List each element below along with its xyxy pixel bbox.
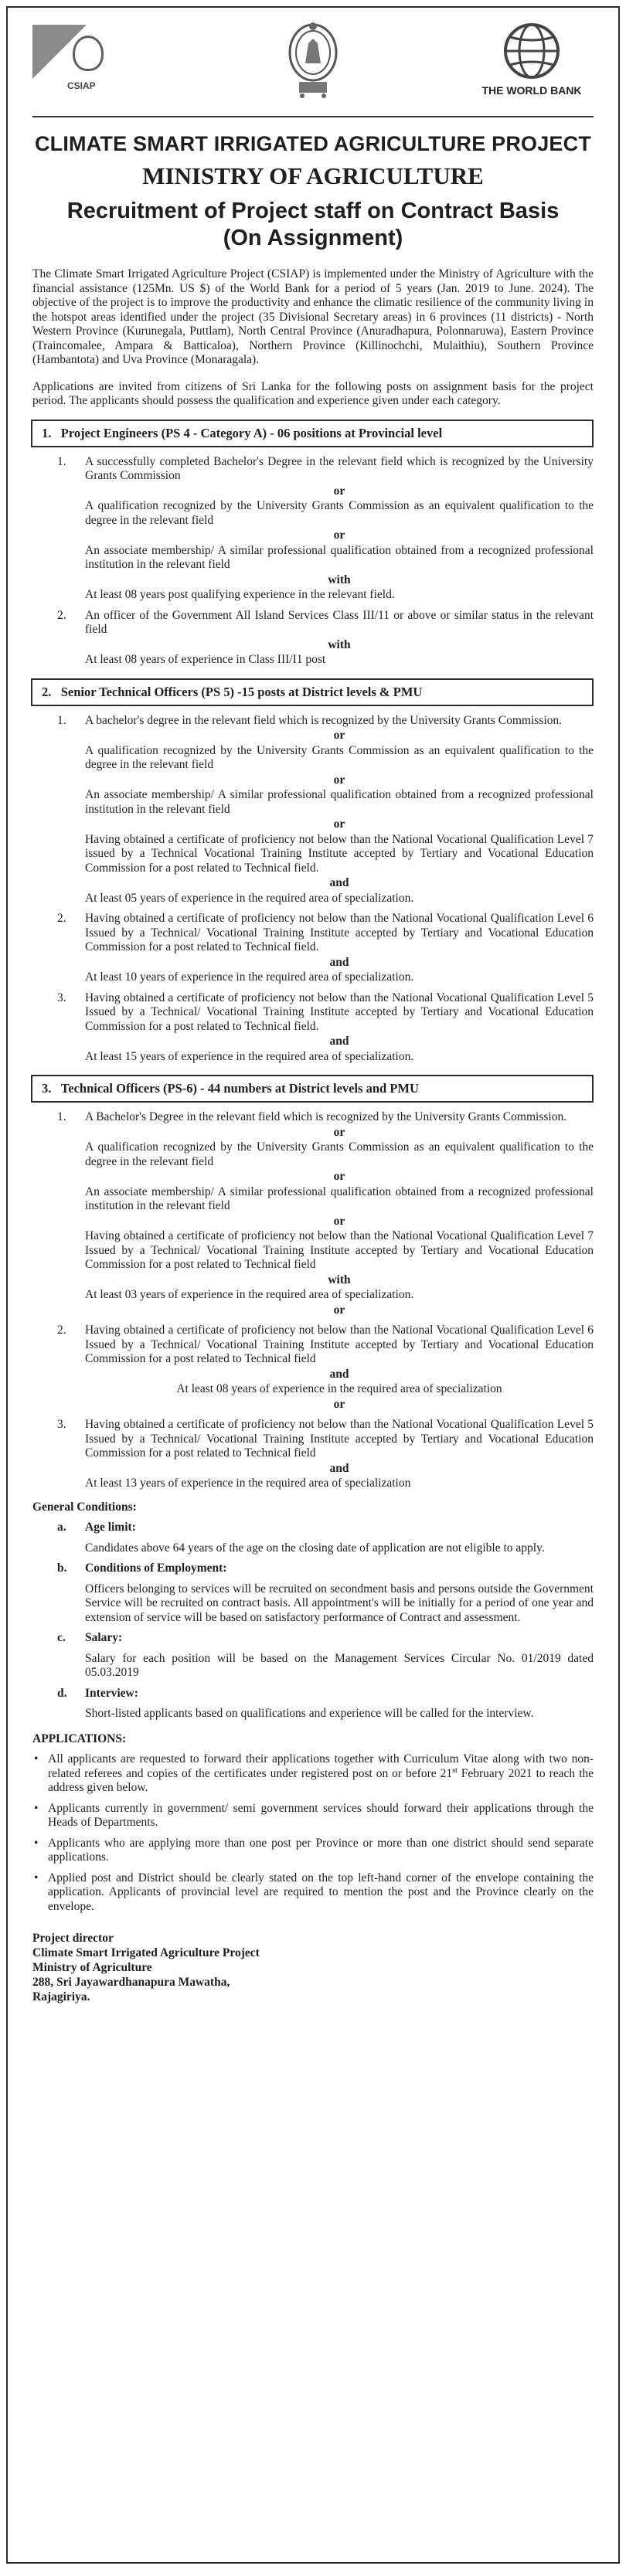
condition-heading: Interview:	[85, 1686, 138, 1700]
item-number: 2.	[57, 912, 66, 925]
qualification-text: A qualification recognized by the University Grants Commission as an equivalent qualification to the degree in the relevant field	[85, 499, 594, 527]
csiap-logo	[32, 25, 110, 99]
item-number: 1.	[57, 1110, 66, 1123]
globe-icon	[470, 22, 594, 82]
condition-heading: Conditions of Employment:	[85, 1562, 227, 1575]
applications-title: APPLICATIONS:	[32, 1731, 127, 1745]
connector-with: with	[328, 637, 351, 651]
project-title: CLIMATE SMART IRRIGATED AGRICULTURE PROJECT	[34, 132, 592, 155]
connector-or: or	[333, 773, 345, 787]
list-item	[32, 1871, 594, 1915]
address-line: Ministry of Agriculture	[32, 1961, 152, 1974]
recruitment-title-line2: (On Assignment)	[223, 226, 403, 250]
connector-or: or	[333, 1170, 345, 1183]
intro-paragraph: The Climate Smart Irrigated Agriculture Project (CSIAP) is implemented under the Ministry of Agriculture with the financial assistance (125Mn. US $) of the World Bank for a period of 5 years (Jan. 2019 to June. 2024). The objective of the project is to improve the productivity and enhance the climatic resilience of the community living in the hotspot areas identified under the project (35 Divisional Secretary areas) in 6 provinces (11 districts) - North Western Province (Kurunegala, Puttlam), North Central Province (Anuradhapura, Polonnaruwa), Eastern Province (Traincomalee, Ampara & Batticaloa), Northern Province (Killinochchi, Mulaithiu), Southern Province (Hambantota) and Uva Province (Monaragala).	[32, 267, 594, 366]
item-number: 1.	[57, 454, 66, 468]
list-item	[32, 1752, 594, 1796]
advertisement-content	[32, 8, 594, 2004]
address-line: Rajagiriya.	[32, 1990, 90, 2003]
list-item	[32, 1802, 594, 1830]
connector-or: or	[333, 817, 345, 831]
recruitment-title	[32, 198, 594, 252]
connector-with: with	[328, 573, 351, 586]
qualification-text: A qualification recognized by the University Grants Commission as an equivalent qualification to the degree in the relevant field	[85, 1140, 594, 1168]
qualification-text: Having obtained a certificate of proficiency not below than the National Vocational Qualification Level 7 issued by a Technical Vocational Training Institute accepted by Tertiary and Vocational Education Commission for a post related to Technical field.	[85, 832, 594, 875]
connector-with: with	[328, 1273, 351, 1286]
qualification-text: Having obtained a certificate of proficiency not below than the National Vocational Qualification Level 7 Issued by a Technical/ Vocational Training Institute accepted by Tertiary and Vocational Education Commission for a post related to Technical field	[85, 1229, 594, 1271]
sri-lanka-emblem-icon	[285, 15, 341, 99]
ordinal-suffix: st	[452, 1765, 458, 1775]
experience-text: At least 10 years of experience in the required area of specialization.	[85, 970, 414, 984]
connector-or: or	[333, 484, 345, 498]
connector-or: or	[333, 1125, 345, 1139]
list-item	[32, 455, 594, 603]
experience-text: At least 08 years post qualifying experience in the relevant field.	[85, 588, 395, 601]
world-bank-logo	[470, 22, 594, 99]
logo-row	[32, 8, 594, 100]
address-line: 288, Sri Jayawardhanapura Mawatha,	[32, 1976, 230, 1989]
list-item	[32, 1418, 594, 1491]
application-text: Applied post and District should be clearly stated on the top left-hand corner of the envelope containing the application. Applicants of provincial level are required to mention the post and the Province clearly on the envelope.	[48, 1871, 594, 1913]
section-project-engineers-heading: 1. Project Engineers (PS 4 - Category A) - 06 positions at Provincial level	[31, 420, 594, 447]
qualification-text: Having obtained a certificate of proficiency not below than the National Vocational Qualification Level 5 Issued by a Technical/ Vocational Training Institute accepted by Tertiary and Vocational Education Commission for a post related to Technical field	[85, 1418, 594, 1460]
condition-heading: Salary:	[85, 1631, 123, 1644]
csiap-emblem-icon	[73, 36, 104, 71]
qualification-text: An associate membership/ A similar professional qualification obtained from a recognized professional institution in the relevant field	[85, 1184, 594, 1212]
experience-text: At least 13 years of experience in the required area of specialization	[85, 1477, 411, 1490]
qualification-text: An officer of the Government All Island Services Class III/11 or above or similar status in the relevant field	[85, 608, 594, 636]
connector-and: and	[329, 1461, 349, 1475]
connector-and: and	[329, 1367, 349, 1381]
connector-and: and	[329, 955, 349, 969]
qualification-text: A successfully completed Bachelor's Degree in the relevant field which is recognized by the University Grants Commission	[85, 454, 594, 482]
invitation-paragraph: Applications are invited from citizens of Sri Lanka for the following posts on assignment basis for the project period. The applicants should possess the qualification and experience given under each category.	[32, 379, 594, 407]
item-number: 3.	[57, 991, 66, 1004]
general-conditions-title: General Conditions:	[32, 1500, 137, 1514]
list-item	[32, 714, 594, 906]
item-number: 1.	[57, 713, 66, 727]
section-senior-technical-officers-list	[32, 714, 594, 1065]
list-item	[32, 912, 594, 985]
bullet-icon: •	[34, 1836, 39, 1850]
application-text: Applicants currently in government/ semi government services should forward their applications through the Heads of Departments.	[48, 1801, 594, 1829]
section-project-engineers-list	[32, 455, 594, 668]
experience-text: At least 08 years of experience in the required area of specialization	[176, 1382, 502, 1395]
ministry-title: MINISTRY OF AGRICULTURE	[142, 162, 484, 189]
experience-text: At least 03 years of experience in the required area of specialization.	[85, 1288, 414, 1301]
qualification-text: Having obtained a certificate of proficiency not below than the National Vocational Qualification Level 6 Issued by a Technical/ Vocational Training Institute accepted by Tertiary and Vocational Education Commission for a post related to Technical field	[85, 1324, 594, 1365]
applications-list	[32, 1752, 594, 1914]
world-bank-label: THE WORLD BANK	[481, 84, 582, 97]
qualification-text: An associate membership/ A similar professional qualification obtained from a recognized professional institution in the relevant field	[85, 543, 594, 571]
csiap-logo-label: CSIAP	[67, 80, 96, 91]
bullet-icon: •	[34, 1871, 39, 1884]
section-technical-officers-list	[32, 1110, 594, 1491]
connector-or: or	[333, 729, 345, 742]
header-divider	[32, 116, 594, 117]
list-item	[32, 1837, 594, 1865]
list-item	[32, 1324, 594, 1412]
application-text: February 2021 to reach the address given below.	[48, 1766, 594, 1794]
experience-text: At least 08 years of experience in Class III/I1 post	[85, 653, 326, 666]
recruitment-title-line1: Recruitment of Project staff on Contract Basis	[66, 199, 560, 223]
list-item	[32, 609, 594, 668]
qualification-text: Having obtained a certificate of proficiency not below than the National Vocational Qualification Level 5 Issued by a Technical/ Vocational Training Institute accepted by Tertiary and Vocational Education Commission for a post related to Technical field.	[85, 991, 594, 1033]
application-text: All applicants are requested to forward their applications together with Curriculum Vitae along with two non-related referees and copies of the certificates under registered post on or before 21	[48, 1752, 594, 1780]
qualification-text: A bachelor's degree in the relevant field which is recognized by the University Grants Commission.	[85, 713, 563, 727]
bullet-icon: •	[34, 1801, 39, 1815]
qualification-text: A Bachelor's Degree in the relevant field which is recognized by the University Grants Commission.	[85, 1110, 567, 1123]
condition-letter: b.	[57, 1562, 67, 1575]
condition-interview	[32, 1687, 594, 1721]
condition-body: Salary for each position will be based on the Management Services Circular No. 01/2019 dated 05.03.2019	[85, 1651, 594, 1679]
connector-or: or	[333, 1397, 345, 1411]
connector-or: or	[333, 1303, 345, 1317]
connector-and: and	[329, 1035, 349, 1048]
condition-body: Short-listed applicants based on qualifications and experience will be called for the interview.	[85, 1707, 534, 1720]
experience-text: At least 15 years of experience in the required area of specialization.	[85, 1049, 414, 1063]
qualification-text: A qualification recognized by the University Grants Commission as an equivalent qualification to the degree in the relevant field	[85, 743, 594, 771]
advertisement-page	[6, 6, 620, 2564]
condition-body: Candidates above 64 years of the age on the closing date of application are not eligible to apply.	[85, 1541, 545, 1555]
experience-text: At least 05 years of experience in the required area of specialization.	[85, 891, 414, 905]
list-item	[32, 1110, 594, 1317]
item-number: 2.	[57, 608, 66, 622]
condition-salary	[32, 1631, 594, 1681]
application-text: Applicants who are applying more than one post per Province or more than one district should send separate applications.	[48, 1836, 594, 1864]
condition-age-limit	[32, 1521, 594, 1555]
address-line: Project director	[32, 1932, 114, 1945]
condition-letter: c.	[57, 1631, 66, 1644]
list-item	[32, 991, 594, 1065]
condition-letter: a.	[57, 1521, 66, 1534]
qualification-text: An associate membership/ A similar professional qualification obtained from a recognized professional institution in the relevant field	[85, 788, 594, 816]
connector-and: and	[329, 876, 349, 889]
section-senior-technical-officers-heading: 2. Senior Technical Officers (PS 5) -15 posts at District levels & PMU	[31, 678, 594, 706]
postal-address	[32, 1931, 594, 2004]
qualification-text: Having obtained a certificate of proficiency not below than the National Vocational Qualification Level 6 Issued by a Technical/ Vocational Training Institute accepted by Tertiary and Vocational Education Commission for a post related to Technical field.	[85, 912, 594, 953]
address-line: Climate Smart Irrigated Agriculture Project	[32, 1946, 260, 1959]
item-number: 2.	[57, 1324, 66, 1337]
item-number: 3.	[57, 1418, 66, 1431]
connector-or: or	[333, 528, 345, 542]
condition-letter: d.	[57, 1686, 67, 1700]
section-technical-officers-heading: 3. Technical Officers (PS-6) - 44 numbers at District levels and PMU	[31, 1075, 594, 1103]
bullet-icon: •	[34, 1752, 39, 1765]
condition-employment	[32, 1562, 594, 1625]
connector-or: or	[333, 1214, 345, 1228]
condition-body: Officers belonging to services will be recruited on secondment basis and persons outside the Government Service will be recruited on contract basis. All appointment's will be initially for a period of one year and extension of service will be based on satisfactory performance of Contract and assessment.	[85, 1582, 594, 1624]
condition-heading: Age limit:	[85, 1521, 136, 1534]
